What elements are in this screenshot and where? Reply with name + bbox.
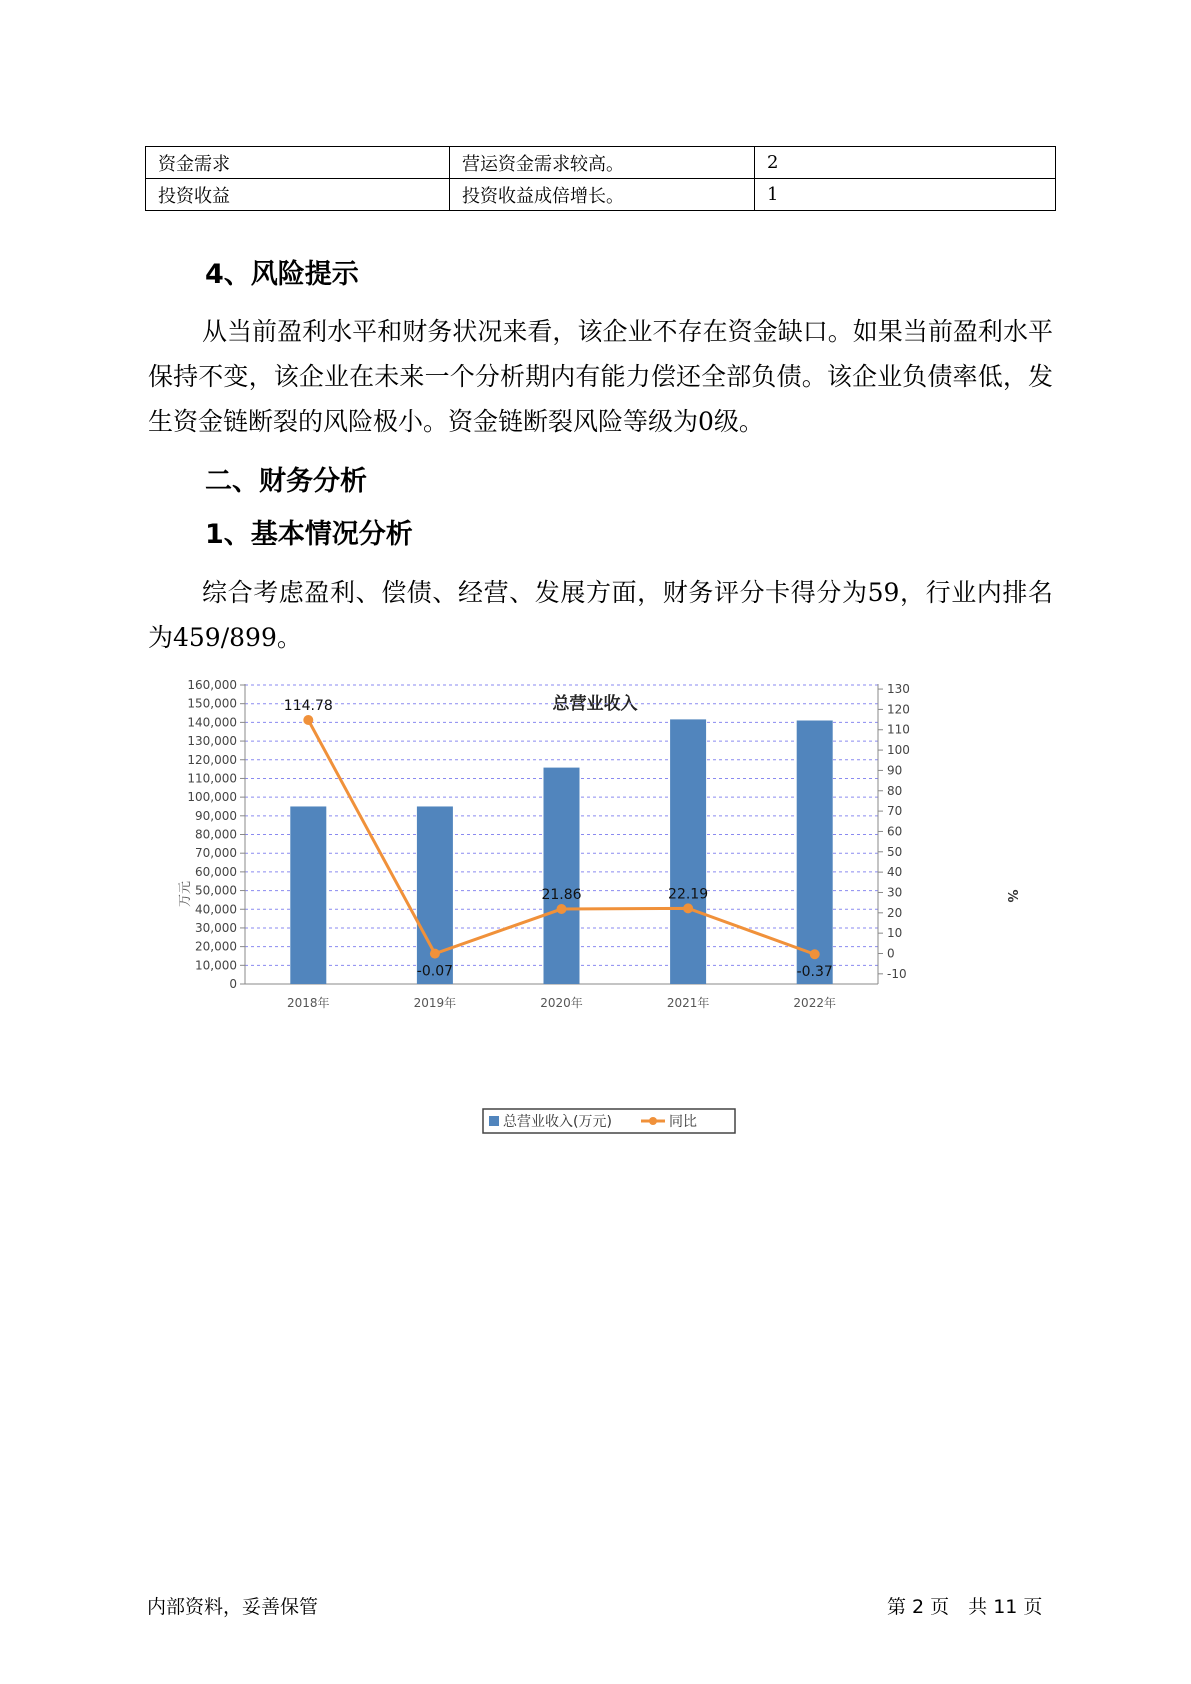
data-label: 114.78 [283, 698, 333, 715]
data-label: 22.19 [668, 886, 709, 903]
legend-line-marker [649, 1117, 657, 1125]
y-right-tick-label: 130 [887, 682, 910, 697]
revenue-chart-svg [175, 678, 1019, 1144]
table-cell-value: 1 [755, 179, 1056, 211]
basic-analysis-heading: 1、基本情况分析 [205, 519, 413, 550]
table-cell-factor: 资金需求 [146, 147, 450, 179]
y-right-tick-label: 20 [887, 905, 903, 920]
chart-title: 总营业收入 [552, 694, 638, 714]
y-right-tick-label: 60 [887, 824, 903, 839]
y-right-tick-label: 100 [887, 743, 910, 758]
y-left-tick-label: 70,000 [195, 846, 237, 861]
y-right-tick-label: 40 [887, 865, 903, 880]
y-left-axis-label: 万元 [178, 880, 193, 908]
y-left-tick-label: 40,000 [195, 902, 237, 917]
legend-item-yoy: 同比 [669, 1114, 697, 1130]
y-right-tick-label: 110 [887, 722, 910, 737]
x-tick-label: 2018年 [287, 996, 330, 1010]
line-point [810, 949, 820, 959]
y-right-tick-label: 0 [887, 946, 895, 961]
y-left-tick-label: 50,000 [195, 883, 237, 898]
y-right-tick-label: 80 [887, 783, 903, 798]
y-left-tick-label: 140,000 [187, 715, 237, 730]
bar-series [290, 719, 832, 984]
table-cell-description: 投资收益成倍增长。 [450, 179, 755, 211]
footer-page-number: 第 2 页 共 11 页 [887, 1596, 1043, 1618]
table-cell-factor: 投资收益 [146, 179, 450, 211]
table-cell-description: 营运资金需求较高。 [450, 147, 755, 179]
line-point [430, 949, 440, 959]
y-left-tick-label: 90,000 [195, 808, 237, 823]
bar [544, 768, 580, 984]
data-label: 21.86 [541, 887, 582, 904]
revenue-chart [175, 678, 1019, 1144]
y-right-tick-label: 70 [887, 804, 903, 819]
y-right-tick-label: 120 [887, 702, 910, 717]
data-label: -0.37 [796, 964, 833, 981]
line-point [683, 903, 693, 913]
legend [483, 1109, 735, 1133]
y-right-axis-label: % [1004, 889, 1019, 903]
legend-item-revenue: 总营业收入(万元) [503, 1114, 612, 1130]
risk-heading: 4、风险提示 [205, 259, 359, 290]
y-left-tick-label: 0 [229, 977, 237, 991]
table-row [146, 179, 1056, 211]
table-cell-value: 2 [755, 147, 1056, 179]
line-point [557, 904, 567, 914]
y-left-tick-label: 80,000 [195, 827, 237, 842]
risk-paragraph: 从当前盈利水平和财务状况来看，该企业不存在资金缺口。如果当前盈利水平保持不变，该企业在未来一个分析期内有能力偿还全部负债。该企业负债率低，发生资金链断裂的风险极小。资金链断裂风险等级为0级。 [148, 317, 1053, 436]
x-tick-label: 2021年 [666, 996, 710, 1010]
x-tick-label: 2019年 [413, 996, 457, 1010]
y-left-tick-label: 110,000 [187, 771, 237, 786]
y-left-tick-label: 10,000 [195, 958, 237, 973]
y-right-tick-label: 50 [887, 844, 903, 859]
x-tick-label: 2022年 [793, 996, 836, 1010]
y-right-tick-label: 10 [887, 926, 903, 941]
y-right-tick-label: 90 [887, 763, 903, 778]
table-row [146, 147, 1056, 179]
y-left-tick-label: 130,000 [187, 734, 237, 749]
y-right-tick-label: 30 [887, 885, 903, 900]
risk-factor-table [145, 146, 1056, 211]
y-left-tick-label: 20,000 [195, 939, 237, 954]
y-left-tick-label: 100,000 [187, 790, 237, 805]
y-left-tick-label: 160,000 [187, 678, 237, 692]
bar [290, 806, 326, 984]
footer-confidential-note: 内部资料，妥善保管 [147, 1596, 319, 1618]
line-point [303, 715, 313, 725]
legend-bar-swatch [489, 1116, 499, 1126]
y-right-tick-label: -10 [887, 966, 907, 981]
y-left-tick-label: 60,000 [195, 864, 237, 879]
data-label: -0.07 [416, 963, 454, 980]
y-left-tick-label: 120,000 [187, 752, 237, 767]
x-tick-label: 2020年 [540, 996, 583, 1010]
bar [797, 721, 833, 984]
bar [668, 719, 709, 984]
score-paragraph: 综合考虑盈利、偿债、经营、发展方面，财务评分卡得分为59，行业内排名为459/899。 [148, 578, 1053, 652]
finance-heading: 二、财务分析 [205, 466, 367, 497]
y-left-tick-label: 150,000 [187, 696, 237, 711]
y-left-tick-label: 30,000 [195, 920, 237, 935]
